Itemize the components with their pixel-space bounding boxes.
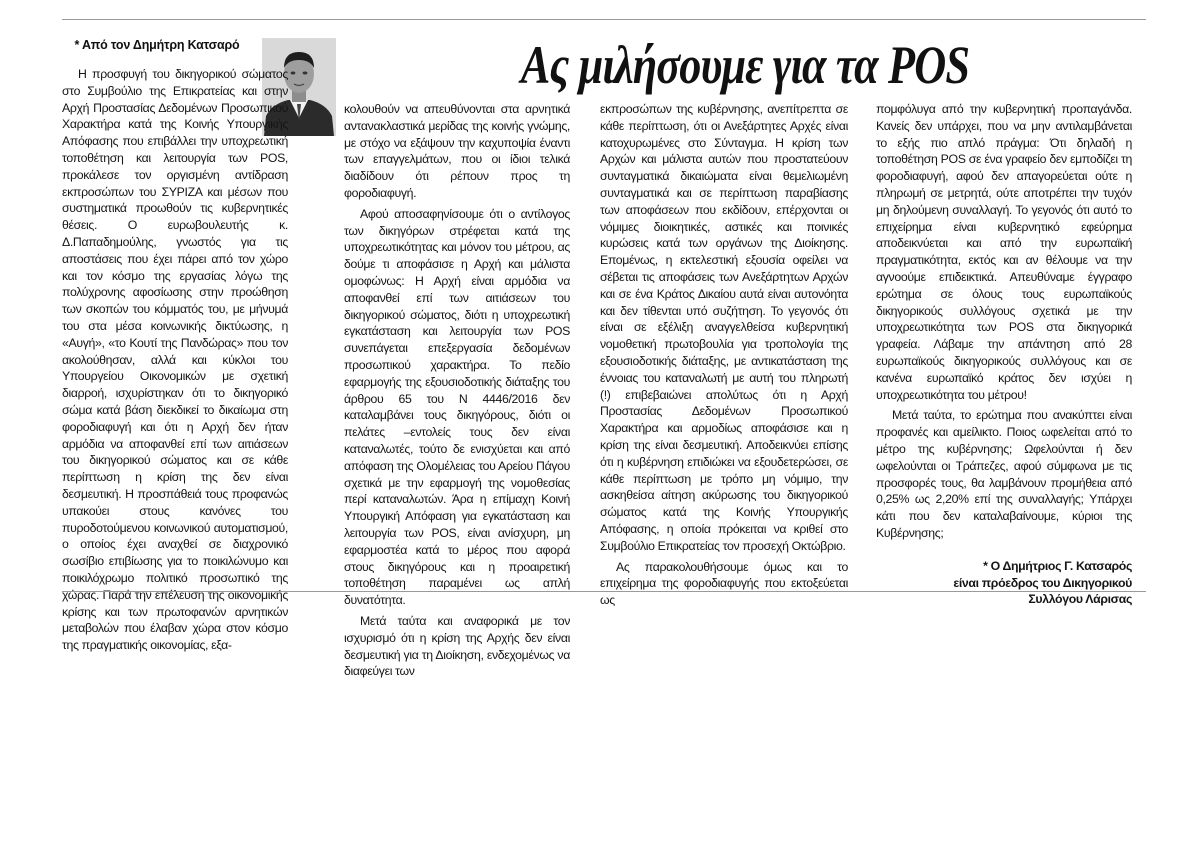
text-column-2 <box>344 101 570 680</box>
signature-line: Συλλόγου Λάρισας <box>1028 592 1132 607</box>
paragraph: Μετά ταύτα, το ερώτημα που ανακύπτει είναι προφανές και αμείλικτο. Ποιος ωφελείται από το μέτρο της κυβέρνησης; Ωφελούνται ή δεν ωφελούνται οι Τράπεζες, αφού σύμφωνα με τις προσφορές τους, θα λαμβάνουν προμήθεια από 0,25% ως 2,20% επί της συναλλαγής; Υπάρχει κάτι που δεν καταλαβαίνουμε, κύριοι της Κυβέρνησης; <box>876 408 1132 540</box>
paragraph: Ας παρακολουθήσουμε όμως και το επιχείρημα της φοροδιαφυγής που εκτοξεύεται ως <box>600 559 848 608</box>
text-column-1 <box>62 66 288 654</box>
paragraph: εκπροσώπων της κυβέρνησης, ανεπίτρεπτα σε κάθε περίπτωση, ότι οι Ανεξάρτητες Αρχές είναι κατοχυρωμένες στο Σύνταγμα. Η κρίση των Αρχών και μάλιστα αυτών που προστατεύουν συνταγματικά δικαιώματα είναι θεμελιωμένη συνταγματικά και σε περίπτωση παραβίασης των αποφάσεων που εκδίδουν, επέρχονται οι νόμιμες διοικητικές, αστικές και ποινικές κυρώσεις κατά των οργάνων της Διοίκησης. Επομένως, η εκτελεστική εξουσία οφείλει να σέβεται τις αποφάσεις των Ανεξάρτητων Αρχών και σε ένα Κράτος Δικαίου αυτά είναι αυτονόητα και δεν τίθενται υπό συζήτηση. Το γεγονός ότι είναι σε εξέλιξη αναγγελθείσα κυβερνητική νομοθετική πρωτοβουλία για τροπολογία της εξουσιοδοτικής διάταξης, με αντικατάσταση της έννοιας του καταναλωτή με αυτή του πληρωτή (!) επιβεβαιώνει απολύτως ότι η Αρχή Προστασίας Δεδομένων Προσωπικού Χαρακτήρα και αρμοδίως αποφάσισε και η κρίση της είναι δεσμευτική. Αποδεικνύει επίσης ότι η κυβέρνηση επιδιώκει να εξουδετερώσει, σε κάθε περίπτωση με τρόπο μη νόμιμο, την ασκηθείσα αίτηση ακύρωσης του δικηγορικού σώματος κατά της Κοινής Υπουργικής Απόφασης, η οποία πρόκειται να κριθεί στο Συμβούλιο Επικρατείας τον προσεχή Οκτώβριο. <box>600 102 848 553</box>
paragraph: κολουθούν να απευθύνονται στα αρνητικά αντανακλαστικά μερίδας της κοινής γνώμης, με στόχο να εξάψουν την καχυποψία έναντι των επαγγελμάτων, που οι ίδιοι τελικά διαδίδουν ότι ρέπουν προς τη φοροδιαφυγή. <box>344 102 570 200</box>
author-signature <box>876 558 1132 608</box>
paragraph: Αφού αποσαφηνίσουμε ότι ο αντίλογος των δικηγόρων στρέφεται κατά της υποχρεωτικότητας και μόνον του μέτρου, ας δούμε τι αποφάσισε η Αρχή και μάλιστα ομοφώνως: Η Αρχή είναι αρμόδια να αποφανθεί επί των αιτιάσεων του δικηγορικού σώματος, διότι η υποχρεωτική εγκατάσταση και λειτουργία των POS συνεπάγεται επεξεργασία δεδομένων προσωπικού χαρακτήρα. Το πεδίο εφαρμογής της εξουσιοδοτικής διάταξης του άρθρου 65 του Ν 4446/2016 δεν καταλαμβάνει τους δικηγόρους, διότι οι πελάτες –εντολείς τους δεν είναι καταναλωτές, τούτο δε ενισχύεται και από απόφαση της Ολομέλειας του Αρείου Πάγου σχετικά με την εφαρμογή της νομοθεσίας περί καταναλωτών. Άρα η επίμαχη Κοινή Υπουργική Απόφαση για εγκατάσταση και λειτουργία των POS, είναι ανίσχυρη, μη εφαρμοστέα κατά το μέρος που αφορά στους δικηγόρους και η προαιρετική τοποθέτηση παραμένει ως απλή δυνατότητα. <box>344 206 570 608</box>
bottom-divider <box>62 591 1146 592</box>
byline: * Από τον Δημήτρη Κατσαρό <box>74 38 240 52</box>
text-column-3 <box>600 101 848 609</box>
headline: Ας μιλήσουμε για τα POS <box>520 35 970 95</box>
top-divider <box>62 19 1146 20</box>
paragraph: πομφόλυγα από την κυβερνητική προπαγάνδα. Κανείς δεν υπάρχει, που να μην αντιλαμβάνεται το εξής πιο απλό πράγμα: Ότι δηλαδή η τοποθέτηση POS σε ένα γραφείο δεν εμποδίζει τη φοροδιαφυγή, αφού δεν απαγορεύεται ούτε η πληρωμή σε μετρητά, ούτε αποτρέπει την τυχόν μη δηλούμενη συναλλαγή. Το γεγονός ότι αυτό το επιχείρημα είναι κυβερνητικό εφεύρημα αποδεικνύεται και από την ευρωπαϊκή πραγματικότητα, εκτός και αν θέλουμε να την αγνοούμε επιδεικτικά. Απευθύναμε έγγραφο ερώτημα σε όλους τους ευρωπαϊκούς δικηγορικούς συλλόγους σχετικά με την υποχρεωτικότητα των POS στα δικηγορικά γραφεία. Λάβαμε την απάντηση από 28 ευρωπαϊκούς δικηγορικούς συλλόγους και σε κανένα ευρωπαϊκό κράτος δεν ισχύει η υποχρεωτικότητα του μέτρου! <box>876 102 1132 402</box>
text-column-4 <box>876 101 1132 608</box>
paragraph: Μετά ταύτα και αναφορικά με τον ισχυρισμό ότι η κρίση της Αρχής δεν είναι δεσμευτική για τη Διοίκηση, ενδεχομένως να διαφεύγει των <box>344 613 570 679</box>
signature-line: είναι πρόεδρος του Δικηγορικού <box>953 575 1132 590</box>
signature-line: * Ο Δημήτριος Γ. Κατσαρός <box>983 558 1132 573</box>
paragraph: Η προσφυγή του δικηγορικού σώματος στο Συμβούλιο της Επικρατείας και στην Αρχή Προστασίας Δεδομένων Προσωπικού Χαρακτήρα κατά της Κοινής Υπουργικής Απόφασης που επιβάλλει την υποχρεωτική τοποθέτηση και λειτουργία των POS, προκάλεσε τον οργισμένη αντίδραση εκπροσώπων του ΣΥΡΙΖΑ και μέσων που συστηματικά προωθούν τις κυβερνητικές θέσεις. Ο ευρωβουλευτής κ. Δ.Παπαδημούλης, γνωστός για τις αποστάσεις που έχει πάρει από τον χώρο και τον κόσμο της εργασίας λόγω της πολύχρονης αφοσίωσης στην προώθηση των σκοπών του κόμματός του, με μήνυμά του στα μέσα κοινωνικής δικτύωσης, η «Αυγή», «το Κουτί της Πανδώρας» που τον ακολούθησαν, αλλά και κύκλοι του Υπουργείου Οικονομικών με σχετική διαρροή, ισχυρίστηκαν ότι το δικηγορικό σώμα κατά βάση διεκδικεί το δικαίωμα στη φοροδιαφυγή και ότι η Αρχή δεν ήταν αρμόδια να αποφανθεί επί των αιτιάσεων του δικηγορικού σώματος και σε κάθε περίπτωση η κρίση της δεν είναι δεσμευτική. Η προσπάθειά τους προφανώς υπακούει στους κανόνες του πυροδοτούμενου κοινωνικού αυτοματισμού, ο οποίος έχει αναχθεί σε διαχρονικό σωσίβιο επιβίωσης για το ποικιλώνυμο και ποικιλόχρωμο πολιτικό προσωπικό της χώρας. Παρά την επέλευση της οικονομικής κρίσης και των πρωτοφανών αρνητικών μεταβολών που έλαβαν χώρα στον κόσμο της πραγματικής οικονομίας, εξα- <box>62 67 288 653</box>
